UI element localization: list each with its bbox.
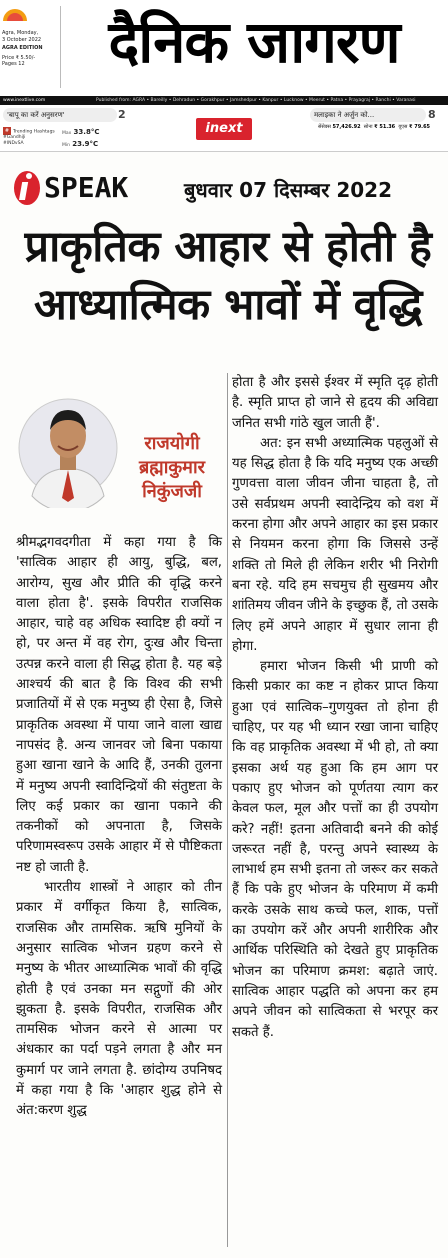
masthead bbox=[0, 0, 448, 96]
weather-min: 23.9°C bbox=[72, 140, 99, 148]
weather-max-label: Max bbox=[62, 131, 72, 136]
trending-label: Trending Hashtags bbox=[13, 129, 55, 135]
article-column-right bbox=[232, 373, 438, 1043]
teaser-right-page: 8 bbox=[428, 108, 436, 121]
weather-min-label: Min bbox=[62, 143, 70, 148]
author-photo bbox=[18, 388, 118, 508]
edition-meta-line: Pages 12 bbox=[2, 61, 25, 67]
edition-meta-line: AGRA EDITION bbox=[2, 45, 43, 51]
publication-strip bbox=[0, 96, 448, 105]
article-column-left bbox=[16, 533, 222, 1122]
article-paragraph: श्रीमद्भगवदगीता में कहा गया है कि 'सात्विक आहार ही आयु, बुद्धि, बल, आरोग्य, सुख और प्रीति की वृद्धि करने वाला होता है'. इसके विपरीत राजसिक आहार, चाहे वह अधिक स्वादिष्ट ही क्यों न हो, पर अन्त में वह रोग, दुःख और चिन्ता उत्पन्न करने वाला ही सिद्ध होता है. यह बड़े आश्चर्य की बात है कि विश्व की सभी प्रजातियों में से एक मनुष्य ही ऐसा है, जिसे प्राकृतिक अवस्था में पाया जाने वाला खाद्य नापसंद है. अन्य जानवर जो बिना पकाया हुआ खाना खाने के आदि हैं, उनकी तुलना में मनुष्य अपनी स्वादिन्द्रियों की संतुष्टता के लिए कई प्रकार का खाना पकाने की तकनीकों को अपनाता है, जिसके परिणामस्वरूप उसके आहार में से पौष्टिकता नष्ट हो जाती है. bbox=[16, 535, 222, 875]
article-paragraph: भारतीय शास्त्रों ने आहार को तीन प्रकार में वर्गीकृत किया है, सात्विक, राजसिक और तामसिक. ऋषि मुनियों के अनुसार सात्विक भोजन ग्रहण करने से मनुष्य के भीतर आध्यात्मिक भावों की वृद्धि होती है एवं उनका मन सद्गुणों की ओर झुकता है. इसके विपरीत, राजसिक और तामसिक भोजन करने से आत्मा पर अंधकार का पर्दा पड़ने लगता है और मन कुमार्ग पर जाने लगता है. छांदोग्य उपनिषद में कहा गया है कि 'आहार शुद्ध होने से अंत:करण शुद्ध bbox=[16, 880, 222, 1119]
article-headline bbox=[14, 218, 442, 334]
teaser-left-page: 2 bbox=[118, 108, 126, 121]
market-label: सोना bbox=[363, 124, 373, 130]
market-value: ₹ 51.36 bbox=[374, 124, 396, 130]
weather-max: 33.8°C bbox=[73, 128, 100, 136]
column-kicker: SPEAK bbox=[44, 171, 129, 204]
masthead-divider bbox=[60, 6, 61, 88]
market-label: यूएस bbox=[398, 124, 408, 130]
article-paragraph: हमारा भोजन किसी भी प्राणी को किसी प्रकार का कष्ट न होकर प्राप्त किया हुआ एवं सात्विक–गुणयुक्त तो होना ही चाहिए, पर यह भी ध्यान रखा जाना चाहिए कि वह प्राकृतिक अवस्था में भी हो, तो क्या इसका अर्थ यह हुआ कि हम आग पर पकाए हुए भोजन को पूर्णतया त्याग कर केवल फल, मूल और पत्तों का ही उपयोग करे? नहीं! इतना अतिवादी बनने की कोई जरूरत नहीं है, परन्तु अपने स्वास्थ्य के लाभार्थ हम सभी इतना तो जरूर कर सकते हैं कि पके हुए भोजन के परिमाण में कमी करके उसके साथ कच्चे फल, शाक, पत्तों का उपयोग करें और अपनी शारीरिक और आर्थिक परिस्थिति को देखते हुए प्राकृतिक भोजन का परिमाण क्रमश: बढ़ाते जाएं. सात्विक आहार पद्धति को अपना कर हम अपने जीवन को सात्विकता से भरपूर कर सकते हैं. bbox=[232, 659, 438, 1040]
teaser-right[interactable]: मलाइका ने अर्जुन को... bbox=[310, 108, 426, 122]
edition-meta-line: Price ₹ 5.50/- bbox=[2, 54, 36, 61]
headline-line: प्राकृतिक आहार से होती है bbox=[24, 222, 432, 272]
i-logo-icon bbox=[12, 166, 40, 206]
article-date: बुधवार 07 दिसम्बर 2022 bbox=[184, 178, 393, 202]
author-name-line: ब्रह्माकुमार bbox=[139, 457, 205, 478]
article-paragraph: होता है और इससे ईश्वर में स्मृति दृढ़ होती है. स्मृति प्राप्त हो जाने से हृदय की अविद्या जनित सभी गांठे खुल जाती हैं'. bbox=[232, 375, 438, 431]
published-cities: Published from: AGRA • Bareilly • Dehradun • Gorakhpur • Jamshedpur • Kanpur • Lucknow • Meerut • Patna • Prayagraj • Ranchi • Varanasi bbox=[96, 98, 416, 103]
column-divider bbox=[227, 373, 228, 1247]
author-name-line: राजयोगी bbox=[144, 433, 200, 454]
market-label: सेंसेक्स bbox=[318, 124, 331, 130]
trending-icon: # bbox=[4, 128, 10, 134]
teaser-left[interactable]: 'बापू का करें अनुसरण' bbox=[3, 108, 117, 122]
inext-logo: inext bbox=[196, 118, 252, 140]
site-link[interactable]: www.inextlive.com bbox=[3, 98, 46, 103]
edition-meta-line: 3 October 2022 bbox=[2, 36, 42, 43]
author-name bbox=[120, 432, 224, 504]
sun-logo-icon bbox=[2, 2, 28, 22]
trending-tag[interactable]: #INDvSA bbox=[3, 140, 24, 146]
edition-meta bbox=[2, 30, 60, 68]
headline-line: आध्यात्मिक भावों में वृद्धि bbox=[33, 280, 423, 330]
trending-tag[interactable]: #GandhiJi bbox=[3, 135, 26, 140]
market-value: ₹ 79.65 bbox=[409, 124, 431, 130]
trending-hashtags bbox=[3, 127, 55, 146]
market-value: 57,426.92 bbox=[332, 124, 361, 130]
market-rates bbox=[318, 124, 430, 130]
article-paragraph: अत: इन सभी अध्यात्मिक पहलुओं से यह सिद्ध होता है कि यदि मनुष्य एक अच्छी गुणवत्ता वाला जीवन जीना चाहता है, तो उसे सर्वप्रथम अपनी स्वादेन्द्रिय को वश में करना होगा और अपने आहार का इस प्रकार से नियमन करना होगा कि जिससे उन्हें शक्ति तो मिले ही लेकिन शरीर भी निरोगी बना रहे. यदि हम सचमुच ही सुखमय और शांतिमय जीवन जीने के इच्छुक हैं, तो उसके लिए हमें अपने आहार में सुधार लाना ही होगा. bbox=[232, 435, 438, 654]
author-name-line: निकुंजजी bbox=[142, 481, 202, 502]
newspaper-title: दैनिक जागरण bbox=[108, 8, 400, 76]
edition-meta-line: Agra, Monday, bbox=[2, 30, 39, 36]
weather bbox=[62, 127, 99, 151]
